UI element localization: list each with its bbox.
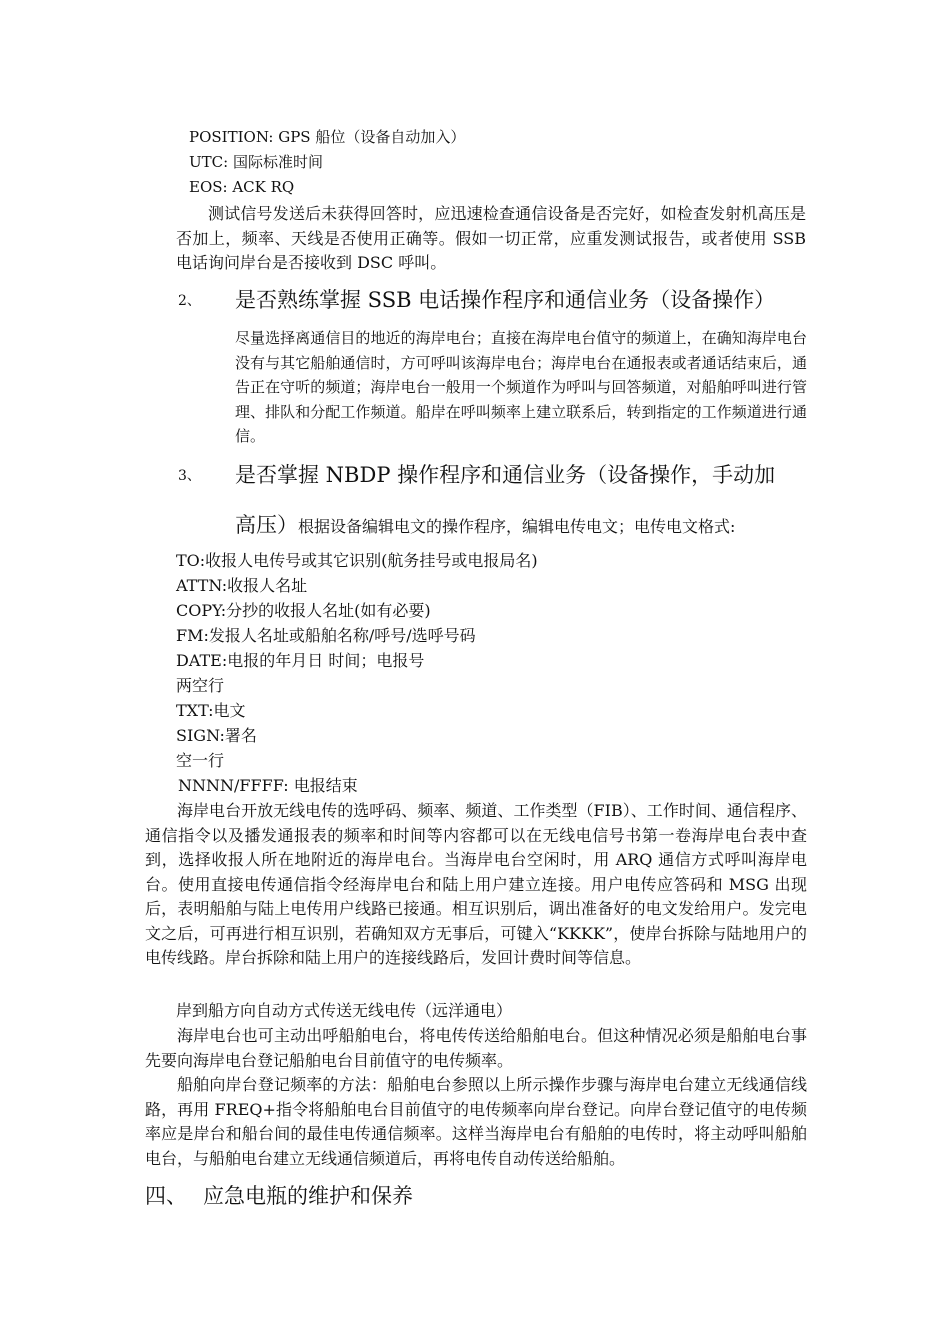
format-nnnn: NNNN/FFFF: 电报结束 [178, 776, 358, 795]
coast-call-paragraph: 海岸电台也可主动出呼船舶电台，将电传传送给船舶电台。但这种情况必须是船舶电台事先要向海岸电台登记船舶电台目前值守的电传频率。 [145, 1026, 807, 1070]
eos-line: EOS: ACK RQ [189, 178, 295, 196]
format-date: DATE:电报的年月日 时间；电报号 [176, 651, 425, 670]
position-line: POSITION: GPS 船位（设备自动加入） [189, 128, 466, 146]
shore-to-ship-line: 岸到船方向自动方式传送无线电传（远洋通电） [176, 1001, 513, 1020]
format-copy: COPY:分抄的收报人名址(如有必要) [176, 601, 431, 620]
coast-station-paragraph: 海岸电台开放无线电传的选呼码、频率、频道、工作类型（FIB）、工作时间、通信程序、通信指令以及播发通报表的频率和时间等内容都可以在无线电信号书第一卷海岸电台表中查到，选择收报人所在地附近的海岸电台。当海岸电台空闲时，用 ARQ 通信方式呼叫海岸电台。使用直接电传通信指令经海岸电台和陆上用户建立连接。用户电传应答码和 MSG 出现后，表明船舶与陆上电传用户线路已接通。相互识别后，调出准备好的电文发给用户。发完电文之后，可再进行相互识别，若确知双方无事后，可键入“KKKK”，使岸台拆除与陆地用户的电传线路。岸台拆除和陆上用户的连接线路后，发回计费时间等信息。 [145, 801, 807, 967]
format-to: TO:收报人电传号或其它识别(航务挂号或电报局名) [176, 551, 538, 570]
item2-body: 尽量选择离通信目的地近的海岸电台；直接在海岸电台值守的频道上，在确知海岸电台没有与其它船舶通信时，方可呼叫该海岸电台；海岸电台在通报表或者通话结束后，通告正在守听的频道；海岸电台一般用一个频道作为呼叫与回答频道，对船舶呼叫进行管理、排队和分配工作频道。船岸在呼叫频率上建立联系后，转到指定的工作频道进行通信。 [235, 329, 807, 445]
item2-number: 2、 [178, 293, 201, 309]
item3-heading-line2 [235, 510, 735, 542]
format-blank-one: 空一行 [176, 751, 225, 770]
section4-heading: 应急电瓶的维护和保养 [203, 1184, 413, 1208]
utc-line: UTC: 国际标准时间 [189, 153, 323, 171]
format-blank-two: 两空行 [176, 676, 225, 695]
frequency-register-paragraph: 船舶向岸台登记频率的方法：船舶电台参照以上所示操作步骤与海岸电台建立无线通信线路，再用 FREQ+指令将船舶电台目前值守的电传频率向岸台登记。向岸台登记值守的电传频率应是岸台和船台间的最佳电传通信频率。这样当海岸电台有船舶的电传时，将主动呼叫船舶电台，与船舶电台建立无线通信频道后，再将电传自动传送给船舶。 [145, 1075, 807, 1168]
format-sign: SIGN:署名 [176, 726, 257, 745]
item2-heading: 是否熟练掌握 SSB 电话操作程序和通信业务（设备操作） [235, 288, 776, 312]
item3-heading-line1: 是否掌握 NBDP 操作程序和通信业务（设备操作，手动加 [235, 463, 776, 487]
item3-number: 3、 [178, 468, 201, 484]
item3-heading-line2-text: 高压） [235, 513, 298, 537]
item3-heading-tail: 根据设备编辑电文的操作程序，编辑电传电文；电传电文格式: [298, 517, 736, 536]
section4-number: 四、 [145, 1184, 187, 1208]
format-fm: FM:发报人名址或船舶名称/呼号/选呼号码 [176, 626, 476, 645]
format-attn: ATTN:收报人名址 [176, 576, 308, 595]
format-txt: TXT:电文 [176, 701, 246, 720]
test-signal-paragraph: 测试信号发送后未获得回答时，应迅速检查通信设备是否完好，如检查发射机高压是否加上，频率、天线是否使用正确等。假如一切正常，应重发测试报告，或者使用 SSB 电话询问岸台是否接收到 DSC 呼叫。 [176, 204, 806, 272]
